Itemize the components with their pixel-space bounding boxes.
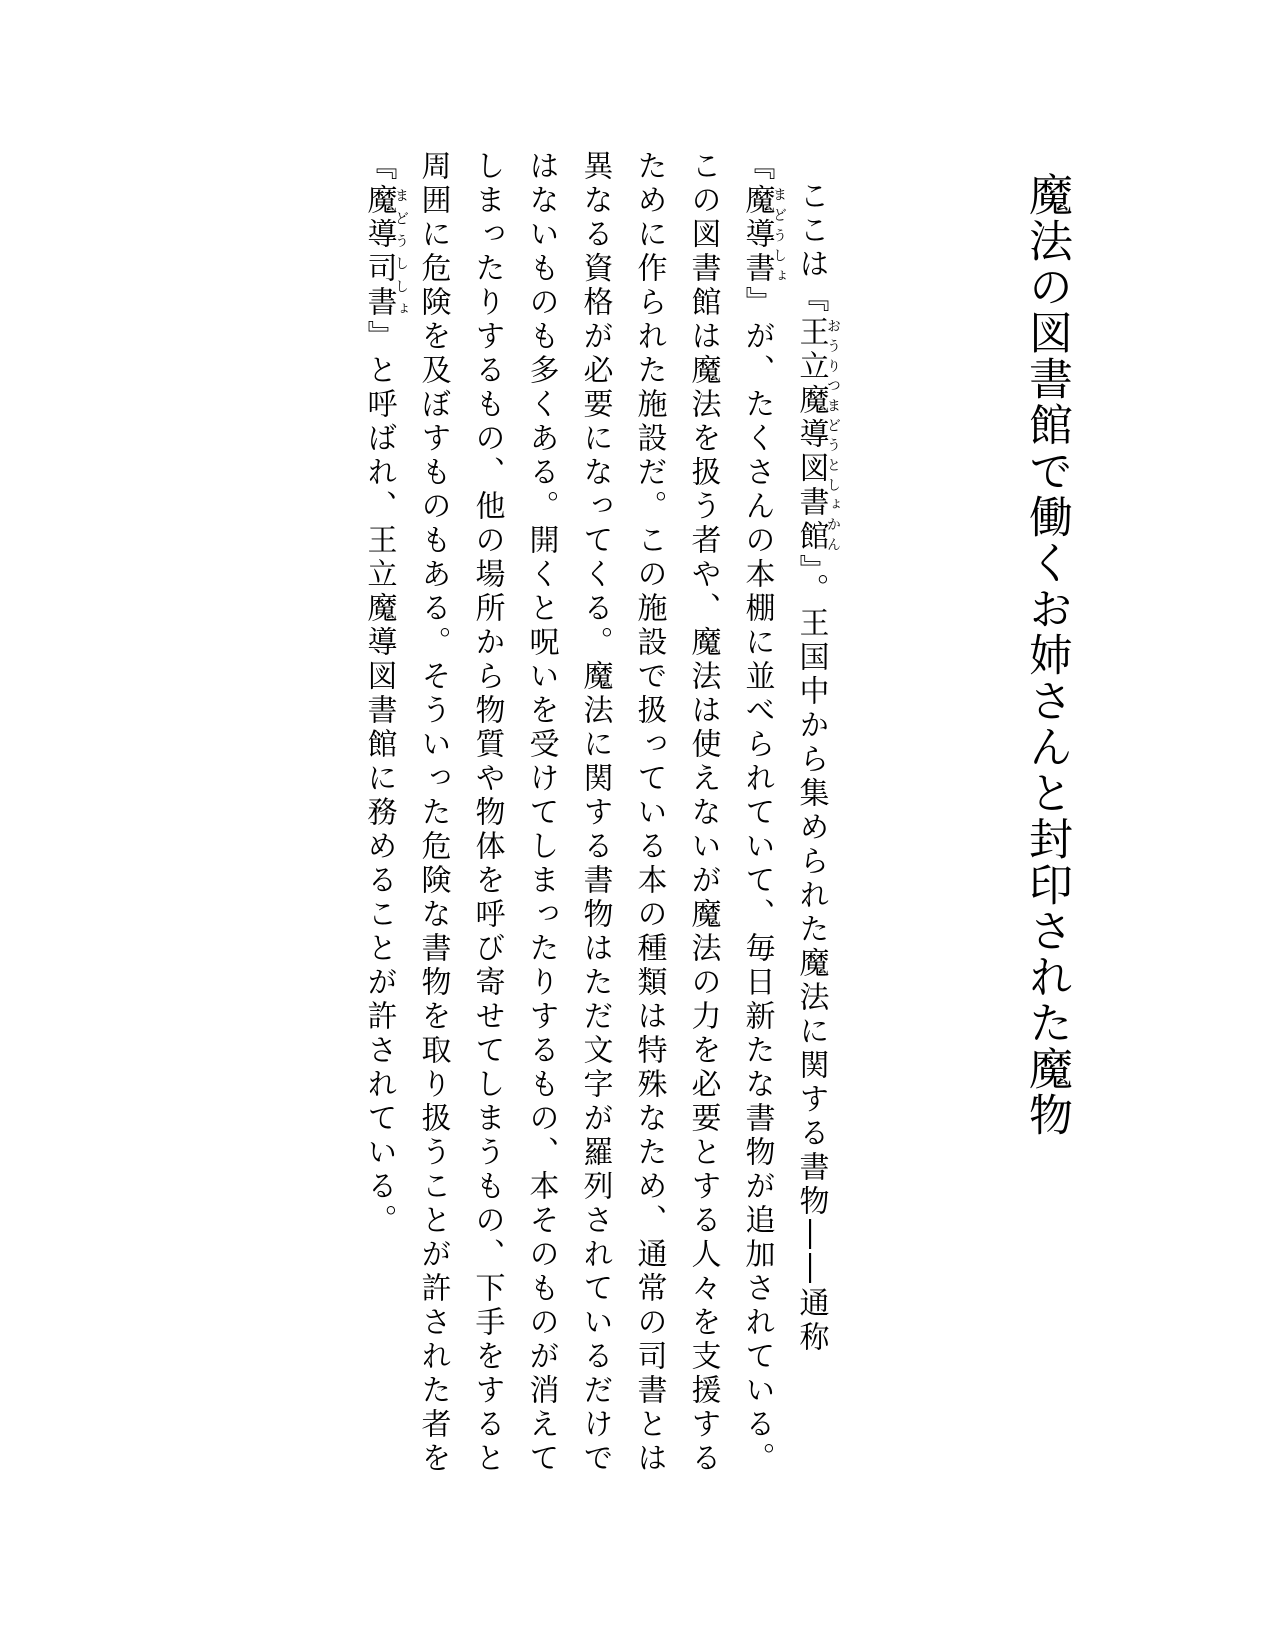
chapter-title: 魔法の図書館で働くお姉さんと封印された魔物 <box>1021 172 1072 1138</box>
ruby-base: 魔導書 <box>739 184 775 286</box>
ruby-grimoire <box>739 184 787 286</box>
text-segment: ここは『 <box>793 180 829 316</box>
ruby-magic-librarian <box>361 184 409 320</box>
text-segment: 』と呼ばれ、王立魔導図書館に務めることが許されている。 <box>361 320 397 1238</box>
ruby-reading: まどうしょ <box>771 184 787 286</box>
body-text <box>361 150 841 1490</box>
ruby-base: 魔導司書 <box>361 184 397 320</box>
text-segment: 』が、たくさんの本棚に並べられていて、毎日新たな書物が追加されている。この図書館は魔法を扱う者や、魔法は使えないが魔法の力を必要とする人々を支援するために作られた施設だ。この施設で扱っている本の種類は特殊なため、通常の司書とは異なる資格が必要になってくる。魔法に関する書物はただ文字が羅列されているだけではないものも多くある。開くと呪いを受けてしまったりするもの、本そのものが消えてしまったりするもの、他の場所から物質や物体を呼び寄せてしまうもの、下手をすると周囲に危険を及ぼすものもある。そういった危険な書物を取り扱うことが許された者を『 <box>361 150 775 1476</box>
ruby-royal-magic-library <box>793 316 841 554</box>
ruby-reading: おうりつまどうとしょかん <box>825 316 841 554</box>
ruby-base: 王立魔導図書館 <box>793 316 829 554</box>
ruby-reading: まどうししょ <box>393 184 409 320</box>
text-segment: 』。王国中から集められた魔法に関する書物――通称『 <box>739 150 829 1355</box>
paragraph <box>352 150 841 1490</box>
